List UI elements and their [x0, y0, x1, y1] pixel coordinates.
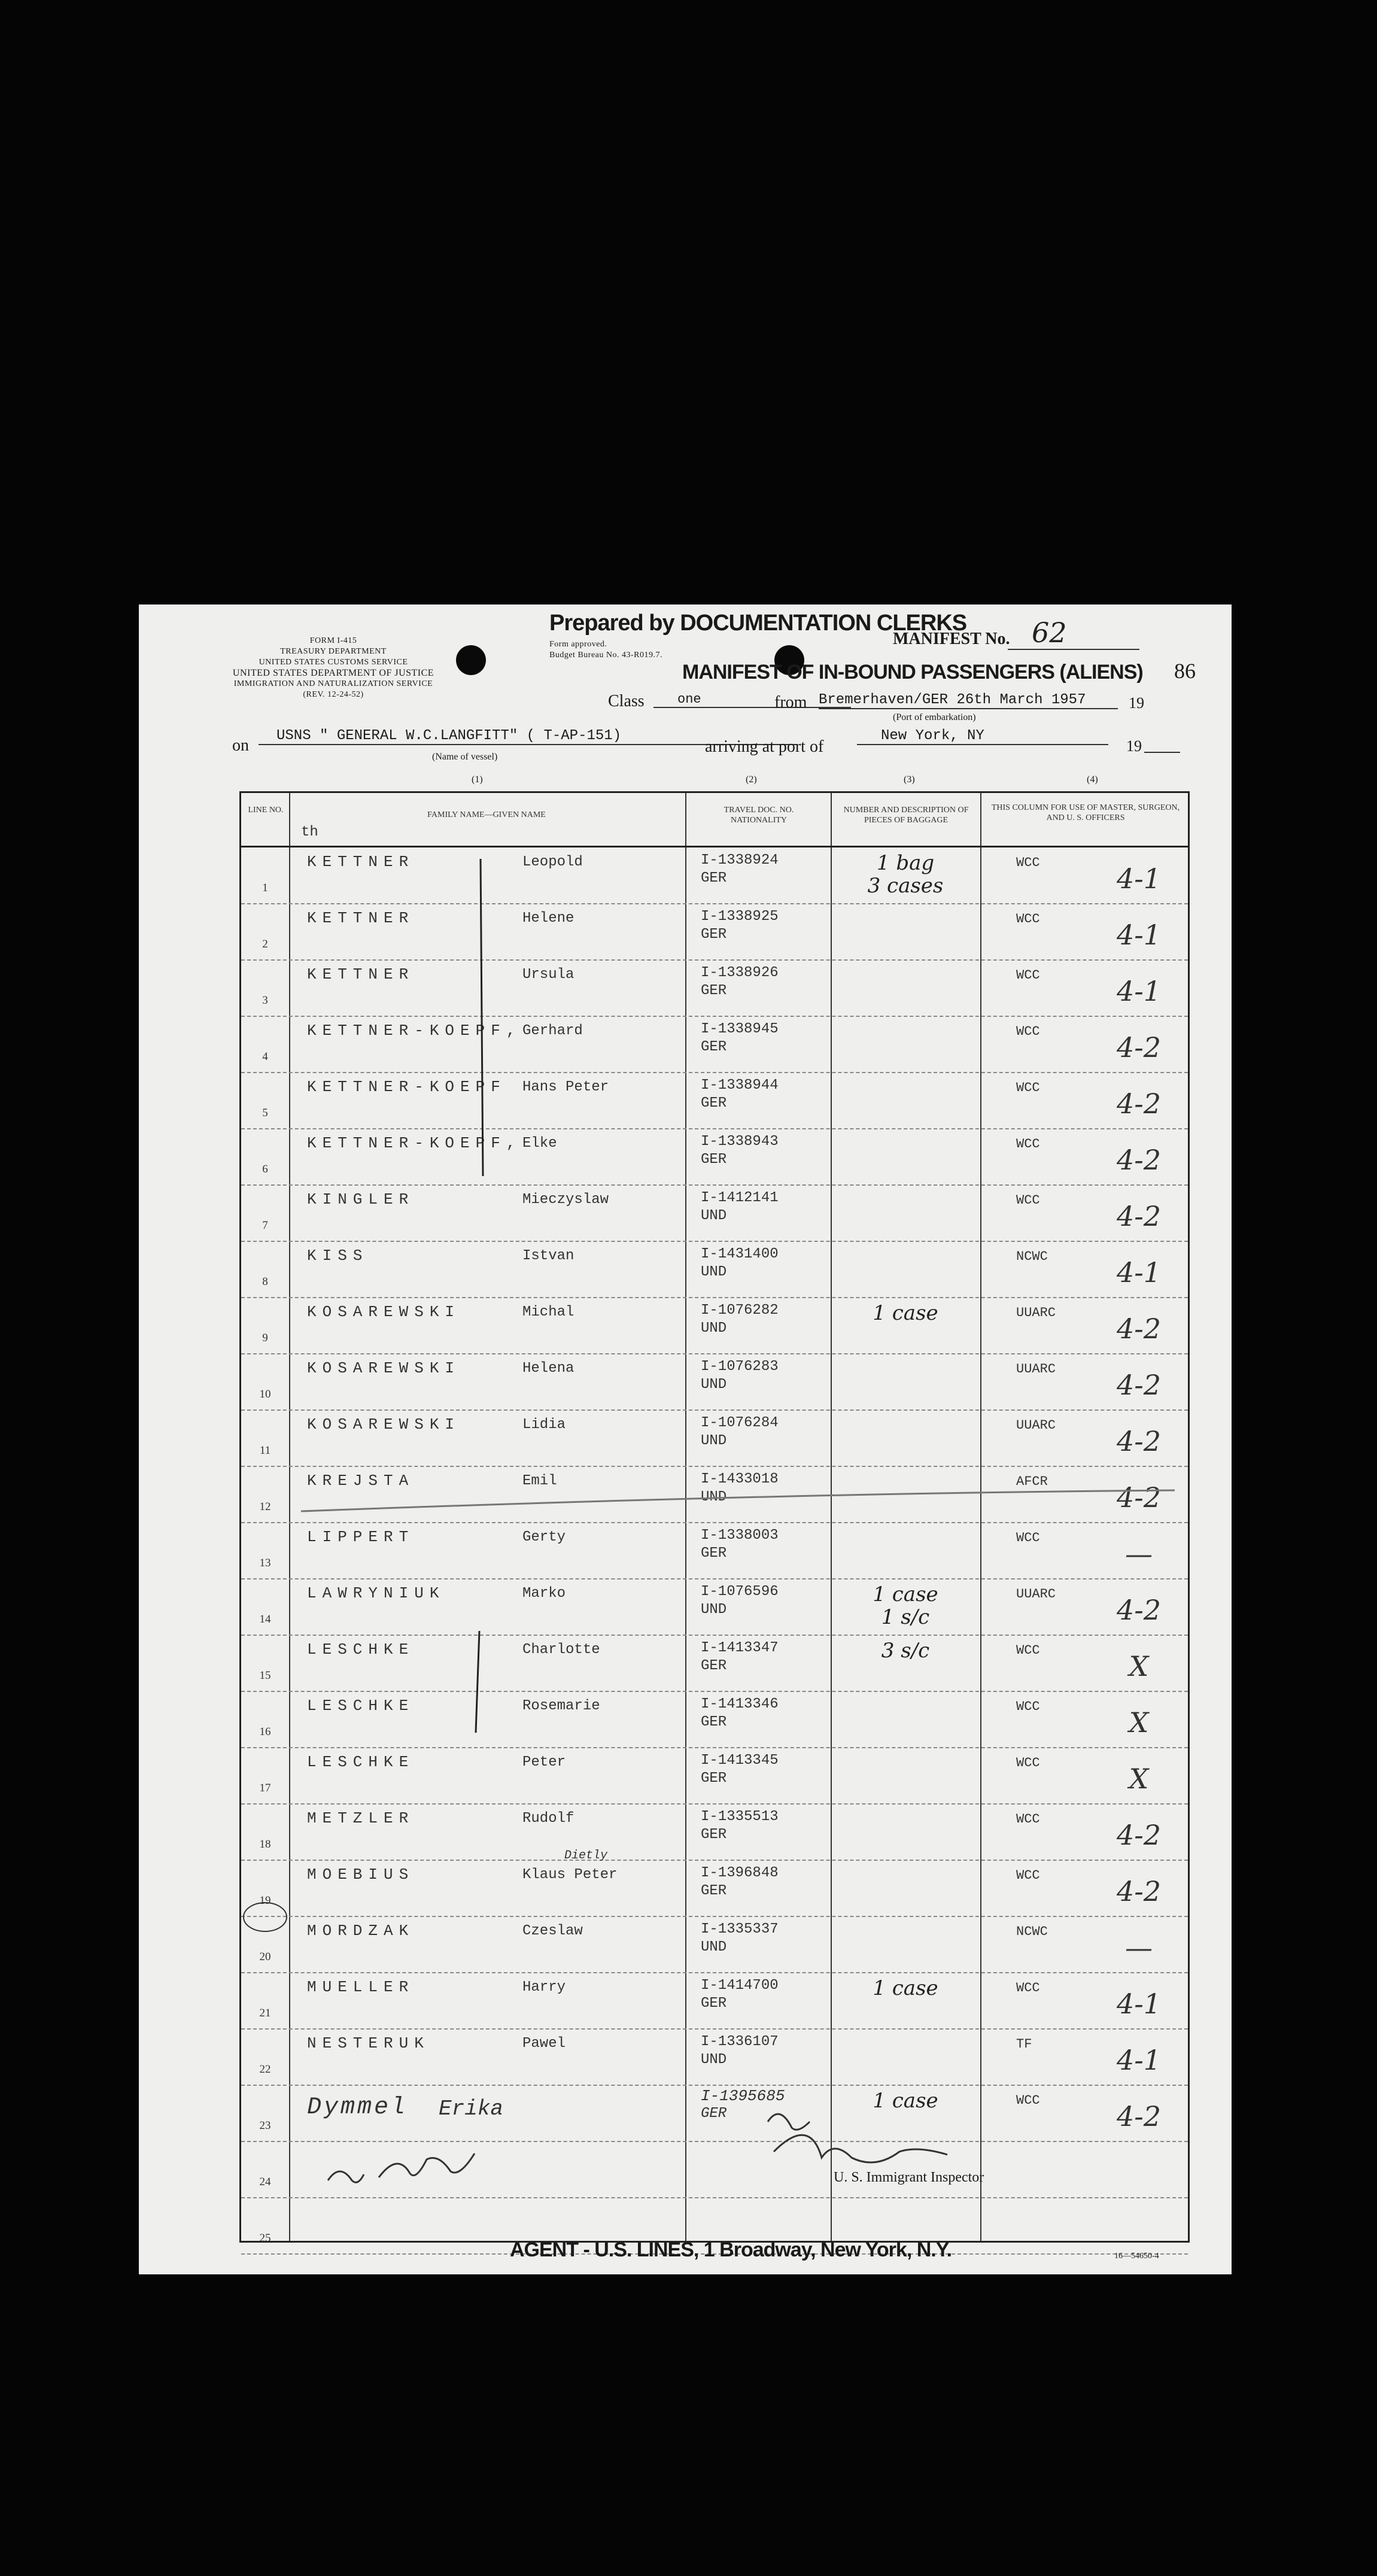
col-header-name: FAMILY NAME—GIVEN NAME — [427, 810, 546, 819]
officer-code: 4-2 — [1116, 1481, 1162, 1514]
col-index-3: (3) — [904, 774, 915, 785]
prepared-by-stamp: Prepared by DOCUMENTATION CLERKS — [549, 610, 967, 636]
family-name: KINGLER — [307, 1190, 415, 1208]
given-name: Emil — [522, 1473, 557, 1489]
nationality: UND — [701, 1377, 727, 1393]
table-row — [241, 1849, 1188, 1916]
approval-block — [549, 639, 662, 661]
officer-code: 4-2 — [1116, 1369, 1162, 1401]
line-number: 24 — [259, 2176, 271, 2188]
family-name: METZLER — [307, 1809, 415, 1827]
agency-code: WCC — [1016, 1530, 1040, 1545]
agency-code: WCC — [1016, 1137, 1040, 1152]
revision-label: (REV. 12-24-52) — [303, 690, 364, 699]
form-number: FORM I-415 — [309, 636, 357, 645]
given-name: Czeslaw — [522, 1923, 583, 1939]
family-name: MORDZAK — [307, 1922, 415, 1940]
given-name: Charlotte — [522, 1642, 600, 1658]
table-row — [241, 1297, 1188, 1353]
agency-code: WCC — [1016, 1699, 1040, 1714]
family-name: KETTNER-KOEPF, — [307, 1134, 522, 1152]
manifest-number: 62 — [1008, 616, 1139, 650]
travel-doc-number: I-1433018 — [701, 1471, 779, 1487]
agency-code: WCC — [1016, 1080, 1040, 1095]
line-number: 19 — [259, 1894, 271, 1907]
on-label: on — [232, 736, 249, 755]
agency-code: WCC — [1016, 1812, 1040, 1827]
family-name: LESCHKE — [307, 1641, 415, 1658]
treasury-label: TREASURY DEPARTMENT — [280, 647, 387, 656]
travel-doc-number: I-1338945 — [701, 1021, 779, 1037]
family-name: KISS — [307, 1247, 369, 1265]
travel-doc-number: I-1395685 — [701, 2087, 785, 2105]
travel-doc-number: I-1338926 — [701, 965, 779, 981]
nationality: GER — [701, 1770, 727, 1787]
given-name: Istvan — [522, 1248, 574, 1264]
line-number: 23 — [259, 2119, 271, 2132]
agency-code: UUARC — [1016, 1305, 1056, 1320]
travel-doc-number: I-1076283 — [701, 1359, 779, 1375]
passenger-rows — [241, 847, 1188, 2244]
nationality: GER — [701, 1995, 727, 2012]
table-row — [241, 1916, 1188, 1972]
agency-code: WCC — [1016, 1193, 1040, 1208]
manifest-number-label: MANIFEST No. — [893, 630, 1010, 648]
agency-code: WCC — [1016, 968, 1040, 983]
col-header-line-no: LINE NO. — [248, 806, 284, 815]
nationality: UND — [701, 1602, 727, 1618]
agency-code: WCC — [1016, 1643, 1040, 1658]
travel-doc-number: I-1396848 — [701, 1865, 779, 1881]
agency-code: WCC — [1016, 1980, 1040, 1995]
nationality: UND — [701, 1208, 727, 1224]
nationality: GER — [701, 1545, 727, 1562]
officer-code: 4-1 — [1116, 2044, 1162, 2076]
agency-code: UUARC — [1016, 1587, 1056, 1602]
nationality: UND — [701, 1489, 727, 1505]
inspector-signature — [762, 2098, 977, 2179]
travel-doc-number: I-1076284 — [701, 1415, 779, 1431]
line-number: 1 — [262, 882, 268, 894]
table-row — [241, 1578, 1188, 1635]
col-header-official-use: THIS COLUMN FOR USE OF MASTER, SURGEON, AND U. S. OFFICERS — [991, 803, 1180, 822]
agency-code: NCWC — [1016, 1924, 1048, 1939]
travel-doc-number: I-1335337 — [701, 1921, 779, 1937]
class-label: Class — [608, 692, 645, 710]
from-port: Bremerhaven/GER — [819, 692, 949, 708]
travel-doc-number: I-1335513 — [701, 1809, 779, 1825]
family-name: KETTNER — [307, 909, 415, 927]
given-name: Ursula — [522, 967, 574, 983]
class-value: one — [653, 692, 851, 708]
given-name: Marko — [522, 1585, 566, 1602]
table-row — [241, 1353, 1188, 1409]
line-number: 14 — [259, 1613, 271, 1626]
officer-code: 4-2 — [1116, 1594, 1162, 1626]
agency-code: WCC — [1016, 2093, 1040, 2108]
nationality: GER — [701, 926, 727, 943]
table-row — [241, 1016, 1188, 1072]
line-number: 4 — [262, 1050, 268, 1063]
line-number: 15 — [259, 1669, 271, 1682]
inspector-signature-mark — [762, 2098, 977, 2176]
print-code: 16—54650-4 — [1114, 2252, 1159, 2261]
ins-label: IMMIGRATION AND NATURALIZATION SERVICE — [233, 679, 433, 688]
page-number: 86 — [1174, 659, 1196, 683]
officer-code: — — [1125, 1931, 1153, 1964]
officer-code: 4-1 — [1116, 862, 1162, 895]
given-name: Mieczyslaw — [522, 1192, 609, 1208]
travel-doc-number: I-1412141 — [701, 1190, 779, 1206]
year-blank — [1144, 752, 1180, 753]
nationality: UND — [701, 2052, 727, 2068]
table-row — [241, 903, 1188, 959]
travel-doc-number: I-1431400 — [701, 1246, 779, 1262]
given-name: Leopold — [522, 854, 583, 870]
col-index-2: (2) — [746, 774, 757, 785]
vessel-caption: (Name of vessel) — [432, 752, 498, 762]
line-number: 11 — [259, 1444, 271, 1457]
travel-doc-number: I-1338944 — [701, 1077, 779, 1093]
baggage-entry: 1 bag 3 cases — [867, 851, 944, 898]
given-name: Rosemarie — [522, 1698, 600, 1714]
table-row — [241, 1635, 1188, 1691]
port-embarkation — [819, 692, 1118, 709]
officer-code: 4-1 — [1116, 975, 1162, 1007]
officer-code: 4-2 — [1116, 1819, 1162, 1851]
nationality: UND — [701, 1433, 727, 1449]
given-name: Klaus Peter — [522, 1867, 618, 1883]
travel-doc-number: I-1338925 — [701, 909, 779, 925]
form-approved: Form approved. — [549, 640, 607, 649]
budget-bureau: Budget Bureau No. 43-R019.7. — [549, 651, 662, 660]
footer-initials — [325, 2150, 493, 2198]
nationality: GER — [701, 870, 727, 886]
officer-code: X — [1129, 1706, 1149, 1739]
line-number: 18 — [259, 1838, 271, 1851]
agency-code: UUARC — [1016, 1418, 1056, 1433]
travel-doc-number: I-1338924 — [701, 852, 779, 868]
travel-doc-number: I-1413347 — [701, 1640, 779, 1656]
nationality: GER — [701, 983, 727, 999]
nationality: UND — [701, 1320, 727, 1336]
table-row — [241, 1803, 1188, 1860]
baggage-entry: 1 case — [873, 2089, 938, 2113]
initials-signature — [325, 2150, 493, 2192]
officer-code: 4-1 — [1116, 1988, 1162, 2020]
family-name: MUELLER — [307, 1978, 415, 1996]
given-name: Pawel — [522, 2036, 566, 2052]
arrival-port: New York, NY — [857, 728, 1108, 745]
travel-doc-number: I-1336107 — [701, 2034, 779, 2050]
family-name: KETTNER — [307, 853, 415, 871]
justice-label: UNITED STATES DEPARTMENT OF JUSTICE — [232, 668, 434, 678]
agency-code: NCWC — [1016, 1249, 1048, 1264]
port-embarkation-caption: (Port of embarkation) — [893, 712, 976, 722]
table-row — [241, 847, 1188, 903]
col-header-baggage: NUMBER AND DESCRIPTION OF PIECES OF BAGGAGE — [843, 806, 969, 825]
line-number: 5 — [262, 1107, 268, 1119]
table-row — [241, 1466, 1188, 1522]
year-suffix-top: 19 — [1129, 694, 1144, 712]
family-name: MOEBIUS — [307, 1866, 415, 1884]
officer-code: X — [1129, 1763, 1149, 1795]
officer-code: 4-2 — [1116, 2100, 1162, 2133]
family-name: KETTNER-KOEPF — [307, 1078, 506, 1096]
line-number: 12 — [259, 1500, 271, 1513]
table-row — [241, 2085, 1188, 2141]
line-number: 6 — [262, 1163, 268, 1175]
officer-code: 4-1 — [1116, 1256, 1162, 1289]
travel-doc-number: I-1076596 — [701, 1584, 779, 1600]
given-name: Erika — [439, 2097, 504, 2121]
baggage-entry: 1 case — [873, 1301, 938, 1325]
officer-code: 4-2 — [1116, 1313, 1162, 1345]
nationality: UND — [701, 1939, 727, 1955]
line-number: 8 — [262, 1275, 268, 1288]
travel-doc-number: I-1413345 — [701, 1752, 779, 1769]
table-row — [241, 1522, 1188, 1578]
travel-doc-number: I-1076282 — [701, 1302, 779, 1319]
table-row — [241, 1128, 1188, 1184]
table-row — [241, 959, 1188, 1016]
family-name: KOSAREWSKI — [307, 1359, 461, 1377]
line-number: 21 — [259, 2007, 271, 2019]
travel-doc-number: I-1413346 — [701, 1696, 779, 1712]
travel-doc-number: I-1414700 — [701, 1977, 779, 1994]
from-label: from — [774, 693, 807, 712]
line-number: 16 — [259, 1726, 271, 1738]
nationality: GER — [701, 1658, 727, 1674]
given-name: Gerty — [522, 1529, 566, 1545]
agency-code: AFCR — [1016, 1474, 1048, 1489]
line-number: 22 — [259, 2063, 271, 2076]
table-row — [241, 2028, 1188, 2085]
customs-label: UNITED STATES CUSTOMS SERVICE — [259, 658, 408, 667]
line-number: 3 — [262, 994, 268, 1007]
given-name: Lidia — [522, 1417, 566, 1433]
given-name: Helena — [522, 1360, 574, 1377]
officer-code: 4-2 — [1116, 1200, 1162, 1232]
family-name: KETTNER-KOEPF, — [307, 1022, 522, 1040]
nationality: GER — [701, 1883, 727, 1899]
nationality: GER — [701, 2106, 727, 2122]
given-name-correction: Dietly — [564, 1849, 608, 1863]
vessel-name: USNS " GENERAL W.C.LANGFITT" ( T-AP-151) — [259, 728, 797, 745]
line-number: 13 — [259, 1557, 271, 1569]
given-name: Rudolf — [522, 1811, 574, 1827]
nationality: GER — [701, 1039, 727, 1055]
nationality: GER — [701, 1095, 727, 1111]
nationality: GER — [701, 1827, 727, 1843]
family-name: KETTNER — [307, 965, 415, 983]
baggage-entry: 3 s/c — [881, 1639, 930, 1663]
agency-code: WCC — [1016, 1868, 1040, 1883]
th-note: th — [301, 824, 318, 840]
family-name: LIPPERT — [307, 1528, 415, 1546]
family-name: LAWRYNIUK — [307, 1584, 445, 1602]
table-row — [241, 1184, 1188, 1241]
inspector-caption: U. S. Immigrant Inspector — [834, 2170, 984, 2185]
agency-code: UUARC — [1016, 1362, 1056, 1377]
departure-date: 26th March 1957 — [956, 692, 1086, 708]
agency-code: TF — [1016, 2037, 1032, 2052]
given-name: Helene — [522, 910, 574, 926]
family-name: LESCHKE — [307, 1697, 415, 1715]
col-header-travel-doc: TRAVEL DOC. NO. NATIONALITY — [724, 806, 794, 825]
agency-code: WCC — [1016, 1755, 1040, 1770]
given-name: Gerhard — [522, 1023, 583, 1039]
given-name: Michal — [522, 1304, 574, 1320]
nationality: UND — [701, 1264, 727, 1280]
agent-footer: AGENT - U.S. LINES, 1 Broadway, New York, N.Y. — [510, 2238, 952, 2261]
given-name: Elke — [522, 1135, 557, 1152]
baggage-entry: 1 case 1 s/c — [873, 1582, 938, 1629]
table-row — [241, 1072, 1188, 1128]
agency-block — [175, 636, 492, 700]
family-name: KOSAREWSKI — [307, 1415, 461, 1433]
travel-doc-number: I-1338003 — [701, 1527, 779, 1544]
passenger-table — [239, 791, 1190, 2243]
officer-code: 4-2 — [1116, 1031, 1162, 1064]
agency-code: WCC — [1016, 912, 1040, 926]
officer-code: 4-2 — [1116, 1087, 1162, 1120]
manifest-title: MANIFEST OF IN-BOUND PASSENGERS (ALIENS) — [682, 661, 1143, 684]
col-index-4: (4) — [1087, 774, 1098, 785]
nationality: GER — [701, 1714, 727, 1730]
line-number: 20 — [259, 1951, 271, 1963]
given-name: Harry — [522, 1979, 566, 1995]
line-number: 10 — [259, 1388, 271, 1401]
arriving-label: arriving at port of — [705, 737, 824, 756]
officer-code: X — [1129, 1650, 1149, 1682]
baggage-entry: 1 case — [873, 1976, 938, 2000]
col-index-1: (1) — [472, 774, 483, 785]
line-number: 7 — [262, 1219, 268, 1232]
table-row — [241, 1747, 1188, 1803]
table-row — [241, 1241, 1188, 1297]
family-name: NESTERUK — [307, 2034, 430, 2052]
officer-code: — — [1125, 1538, 1153, 1570]
given-name: Peter — [522, 1754, 566, 1770]
table-row — [241, 1409, 1188, 1466]
officer-code: 4-2 — [1116, 1875, 1162, 1907]
table-row — [241, 1691, 1188, 1747]
line-number: 25 — [259, 2232, 271, 2244]
line-number: 9 — [262, 1332, 268, 1344]
family-name: LESCHKE — [307, 1753, 415, 1771]
table-row — [241, 1972, 1188, 2028]
family-name: Dymmel — [307, 2094, 408, 2121]
travel-doc-number: I-1338943 — [701, 1134, 779, 1150]
agency-code: WCC — [1016, 855, 1040, 870]
manifest-document — [139, 604, 1232, 2274]
year-label: 19 — [1126, 737, 1142, 755]
line-number: 17 — [259, 1782, 271, 1794]
family-name: KOSAREWSKI — [307, 1303, 461, 1321]
given-name: Hans Peter — [522, 1079, 609, 1095]
nationality: GER — [701, 1152, 727, 1168]
line-number: 2 — [262, 938, 268, 950]
officer-code: 4-2 — [1116, 1144, 1162, 1176]
officer-code: 4-1 — [1116, 919, 1162, 951]
agency-code: WCC — [1016, 1024, 1040, 1039]
family-name: KREJSTA — [307, 1472, 415, 1490]
officer-code: 4-2 — [1116, 1425, 1162, 1457]
